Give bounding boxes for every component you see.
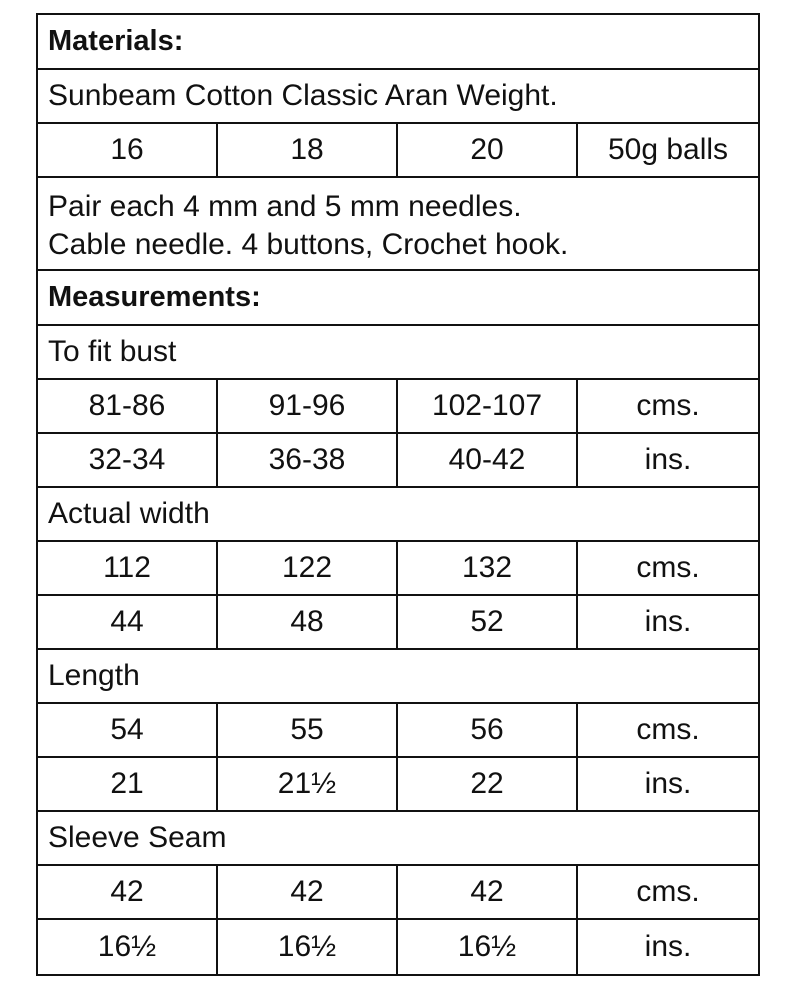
section-label-bust: To fit bust [38,326,758,380]
table-cell: 52 [398,596,578,648]
unit-cell: cms. [636,875,700,908]
table-cell: 48 [218,596,398,648]
unit-cell: ins. [644,605,692,638]
table-cell: 22 [398,758,578,810]
table-cell: 54 [38,704,218,756]
table-cell: 122 [218,542,398,594]
balls-row [38,124,758,178]
section-label-width: Actual width [38,488,758,542]
table-cell: 42 [218,866,398,918]
sleeve-ins-row [38,920,758,974]
measurements-table [36,13,760,976]
bust-ins-row [38,434,758,488]
yarn-description: Sunbeam Cotton Classic Aran Weight. [38,70,758,124]
width-cms-row [38,542,758,596]
table-cell: 42 [398,866,578,918]
section-label-sleeve: Sleeve Seam [38,812,758,866]
section-label-length: Length [38,650,758,704]
table-cell: 16½ [398,920,578,974]
table-cell: 44 [38,596,218,648]
table-cell: 16½ [38,920,218,974]
table-cell: 102-107 [398,380,578,432]
unit-cell: ins. [644,443,692,476]
table-cell: 16½ [218,920,398,974]
needles-line-1: Pair each 4 mm and 5 mm needles. [48,189,522,223]
balls-size-1: 16 [38,124,218,176]
table-cell: 32-34 [38,434,218,486]
materials-heading: Materials: [38,15,758,70]
table-cell: 36-38 [218,434,398,486]
table-cell: 42 [38,866,218,918]
table-cell: 81-86 [38,380,218,432]
unit-cell: cms. [636,713,700,746]
table-cell: 21½ [218,758,398,810]
unit-cell: cms. [636,551,700,584]
table-cell: 55 [218,704,398,756]
balls-size-3: 20 [398,124,578,176]
table-cell: 132 [398,542,578,594]
bust-cms-row [38,380,758,434]
balls-unit: 50g balls [607,133,729,166]
needles-info [38,178,758,271]
table-cell: 56 [398,704,578,756]
sleeve-cms-row [38,866,758,920]
needles-line-2: Cable needle. 4 buttons, Crochet hook. [48,227,569,261]
table-cell: 91-96 [218,380,398,432]
length-ins-row [38,758,758,812]
table-cell: 40-42 [398,434,578,486]
table-cell: 112 [38,542,218,594]
measurements-heading: Measurements: [38,271,758,326]
width-ins-row [38,596,758,650]
unit-cell: ins. [644,767,692,800]
unit-cell: cms. [636,389,700,422]
length-cms-row [38,704,758,758]
balls-size-2: 18 [218,124,398,176]
table-cell: 21 [38,758,218,810]
unit-cell: ins. [644,930,692,963]
